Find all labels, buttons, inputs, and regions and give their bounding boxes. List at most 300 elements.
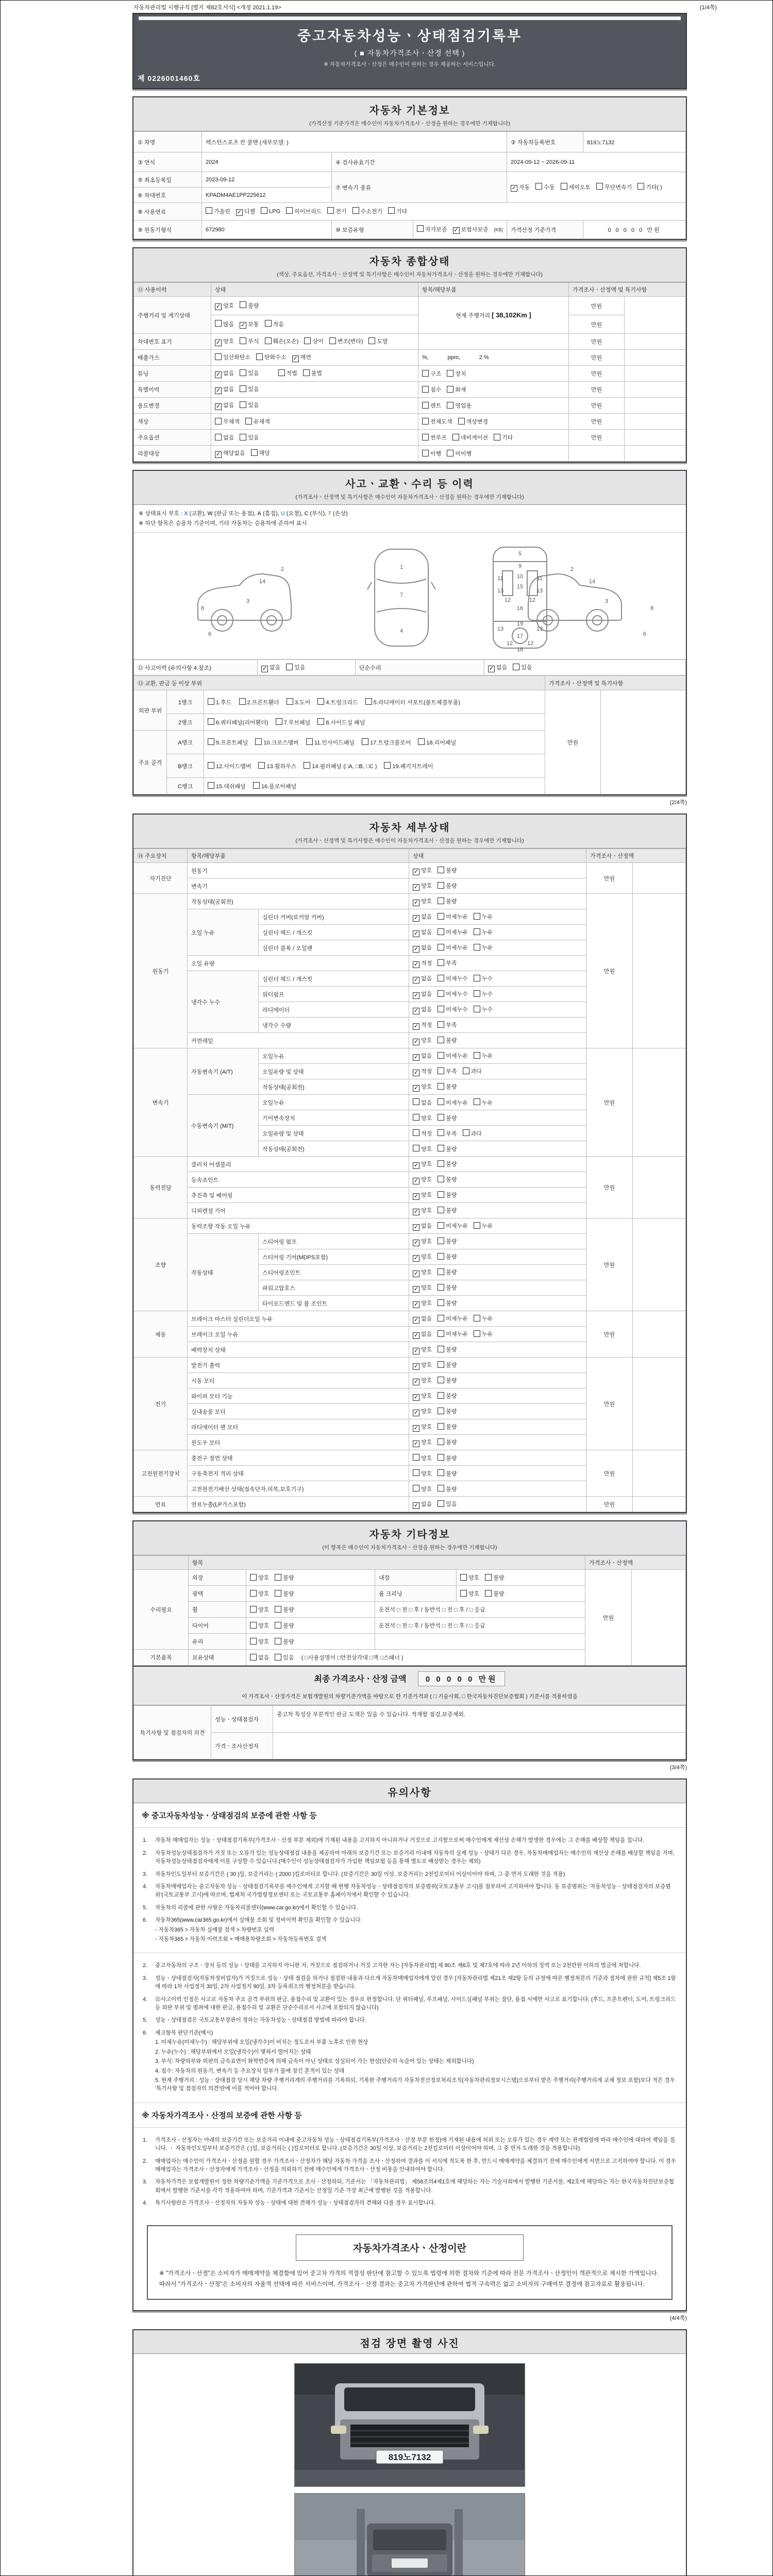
- notice-item-number: 2.: [143, 1850, 147, 1856]
- checkbox-option[interactable]: 기타( ): [637, 183, 662, 191]
- remark-cell: [625, 297, 686, 334]
- checkbox-option[interactable]: 세미오토: [561, 183, 591, 191]
- checkbox-option[interactable]: 불량: [485, 1573, 504, 1582]
- checkbox-option[interactable]: 불량: [240, 301, 259, 310]
- row-label: 튜닝: [134, 366, 211, 382]
- remark-cell: [632, 1570, 686, 1666]
- notice-item: [143, 2029, 677, 2093]
- notice-item-number: 4.: [143, 2200, 147, 2207]
- checkbox-icon: ✓: [413, 1378, 419, 1385]
- checkbox-option[interactable]: 19.패키지트레이: [384, 762, 433, 770]
- price-cell: 만원: [585, 1570, 632, 1666]
- checkbox-option[interactable]: 부족: [438, 1129, 457, 1138]
- checkbox-option[interactable]: 불량: [438, 1422, 457, 1431]
- notice-sub-item: 2. 누유(누수) : 해당부위에서 오일(냉각수)이 맺혀서 떨어지는 상태: [155, 2048, 311, 2055]
- checkbox-icon: [413, 1469, 419, 1476]
- checkbox-option[interactable]: 누수: [474, 974, 493, 982]
- panel-group-label: 주요 골격: [134, 731, 167, 794]
- checkbox-option[interactable]: 1.후드: [208, 698, 231, 706]
- checkbox-option[interactable]: 네비게이션: [452, 433, 488, 442]
- item-label: 작동상태: [188, 1234, 259, 1311]
- checkbox-option[interactable]: ✓ 보험사보증: [453, 226, 489, 234]
- section-etc-subtitle: (이 항목은 매수인이 자동차가격조사ㆍ산정을 원하는 경우에만 기재합니다): [322, 1545, 497, 1551]
- checkbox-icon: [438, 959, 444, 966]
- checkbox-option[interactable]: 자가보증: [417, 225, 447, 233]
- notice-item: [143, 1904, 677, 1912]
- checkbox-option[interactable]: 9.프론트패널: [208, 738, 248, 747]
- checkbox-option[interactable]: 11.인사이드패널: [306, 738, 355, 747]
- section-etc-info: [132, 1520, 687, 1760]
- checkbox-option[interactable]: 미세누유: [438, 1222, 468, 1230]
- checkbox-option[interactable]: 미세누수: [438, 1005, 468, 1013]
- state-options: [409, 1296, 586, 1311]
- checkbox-option[interactable]: ✓ 양호: [413, 1192, 432, 1199]
- notice-item-number: 5.: [143, 1904, 147, 1911]
- checkbox-option[interactable]: 이행: [422, 449, 441, 457]
- checkbox-option[interactable]: 불량: [438, 1345, 457, 1353]
- checkbox-option[interactable]: 부식: [240, 337, 259, 345]
- state-options: [409, 1018, 586, 1033]
- checkbox-option[interactable]: 양호: [413, 1114, 432, 1122]
- checkbox-option[interactable]: 있음: [438, 1500, 457, 1508]
- checkbox-option[interactable]: 불량: [438, 1206, 457, 1214]
- checkbox-icon: [413, 1485, 419, 1492]
- checkbox-option[interactable]: 많음: [215, 320, 234, 328]
- checkbox-option[interactable]: ✓ 양호: [413, 1161, 432, 1168]
- field-label: ⑩ 보증유형: [332, 221, 413, 239]
- checkbox-icon: [362, 738, 368, 745]
- checkbox-option[interactable]: 누유: [474, 1330, 493, 1338]
- checkbox-option[interactable]: 누유: [474, 943, 493, 952]
- checkbox-icon: [250, 1606, 257, 1613]
- checkbox-option[interactable]: 10.크로스멤버: [255, 738, 298, 747]
- checkbox-option[interactable]: 있음: [240, 369, 259, 377]
- checkbox-option[interactable]: LPG: [261, 207, 280, 215]
- section-accident-subtitle: (가격조사ㆍ산정액 및 특기사항은 매수인이 자동차가격조사ㆍ산정을 원하는 경우에만 기재합니다): [295, 494, 524, 500]
- checkbox-option[interactable]: 양호: [250, 1589, 269, 1598]
- checkbox-option[interactable]: ✓ 양호: [215, 302, 234, 310]
- checkbox-option[interactable]: ✓ 양호: [413, 1285, 432, 1292]
- checkbox-option[interactable]: 수동: [535, 183, 554, 191]
- checkbox-option[interactable]: ✓ 양호: [413, 1393, 432, 1400]
- checkbox-option[interactable]: 미세누유: [438, 1314, 468, 1323]
- checkbox-option[interactable]: 가솔린: [206, 207, 230, 215]
- checkbox-option[interactable]: ✓ 적정: [413, 1022, 432, 1029]
- price-cell: 만원: [586, 894, 633, 1048]
- checkbox-option[interactable]: 불량: [485, 1589, 504, 1598]
- checkbox-icon: ✓: [413, 1208, 419, 1215]
- checkbox-option[interactable]: 6.쿼터패널(리어휀더): [208, 718, 268, 726]
- checkbox-option[interactable]: ✓ 양호: [413, 1269, 432, 1277]
- form-reference: 자동차관리법 시행규칙 [별지 제82호서식] <개정 2021.1.19>: [133, 5, 281, 11]
- checkbox-option[interactable]: ✓ 적정: [413, 1069, 432, 1076]
- device-group-label: 조향: [134, 1218, 188, 1311]
- checkbox-option[interactable]: ✓ 양호: [413, 1084, 432, 1091]
- state-options: [409, 1435, 586, 1450]
- checkbox-option[interactable]: 불량: [438, 1036, 457, 1044]
- checkbox-option[interactable]: ✓ 양호: [413, 883, 432, 890]
- rank-panel-options: [204, 754, 545, 778]
- checkbox-option[interactable]: 불량: [438, 1469, 457, 1478]
- checkbox-icon: [438, 1299, 444, 1306]
- checkbox-icon: [463, 1067, 469, 1074]
- state-options: [409, 1110, 586, 1126]
- checkbox-option[interactable]: 상이: [304, 337, 323, 345]
- checkbox-option[interactable]: ✓ 없음: [215, 370, 234, 378]
- diagram-panel-number: 11: [536, 575, 543, 582]
- checkbox-option[interactable]: 변조(변타): [329, 337, 363, 345]
- checkbox-option[interactable]: ✓ 양호: [413, 1300, 432, 1308]
- checkbox-icon: [438, 1284, 444, 1291]
- checkbox-option[interactable]: ✓ 양호: [413, 868, 432, 875]
- checkbox-option[interactable]: ✓ 양호: [413, 1439, 432, 1447]
- checkbox-option[interactable]: 불량: [438, 1485, 457, 1493]
- checkbox-option[interactable]: 하이브리드: [286, 207, 322, 215]
- checkbox-option[interactable]: 불량: [438, 1114, 457, 1122]
- checkbox-option[interactable]: 양호: [250, 1573, 269, 1582]
- checkbox-option[interactable]: 불량: [438, 1191, 457, 1199]
- checkbox-option[interactable]: 불량: [438, 1145, 457, 1153]
- notice-item: [143, 1849, 677, 1866]
- checkbox-icon: [474, 928, 480, 935]
- checkbox-option[interactable]: ✓ 매연: [293, 354, 311, 362]
- section-detail-title: 자동차 세부상태: [369, 822, 450, 834]
- checkbox-option[interactable]: 16.플로어패널: [253, 782, 296, 790]
- checkbox-option[interactable]: ✓ 양호: [413, 1208, 432, 1215]
- checkbox-icon: [447, 386, 453, 393]
- state-options: [409, 1481, 586, 1497]
- checkbox-option[interactable]: ✓ 없음: [413, 1223, 432, 1230]
- checkbox-option[interactable]: 영업용: [447, 401, 472, 410]
- checkbox-option[interactable]: 탄화수소: [256, 353, 287, 361]
- remark-cell: [633, 1358, 686, 1450]
- checkbox-icon: ✓: [413, 976, 419, 983]
- checkbox-option[interactable]: ✓ 양호: [413, 899, 432, 906]
- checkbox-option[interactable]: 부족: [438, 959, 457, 967]
- checkbox-option[interactable]: 불량: [438, 1082, 457, 1091]
- checkbox-option[interactable]: 불량: [438, 1361, 457, 1369]
- checkbox-option[interactable]: ✓ 없음: [413, 1053, 432, 1060]
- checkbox-option[interactable]: ✓ 양호: [413, 1424, 432, 1431]
- checkbox-option[interactable]: 15.대쉬패널: [208, 782, 246, 790]
- item-label: 시동 모터: [188, 1373, 409, 1388]
- checkbox-option[interactable]: 3.도어: [287, 698, 310, 706]
- checkbox-option[interactable]: 불량: [438, 897, 457, 905]
- checkbox-option[interactable]: ✓ 양호: [413, 1239, 432, 1246]
- notice-item-text: 성능ㆍ상태점검은 국토교통부장관이 정하는 자동차성능ㆍ상태점검 방법에 따라야 합니다.: [155, 2017, 366, 2024]
- notice-item-text: 중고자동차의 구조ㆍ장치 등의 성능ㆍ상태를 고지하지 아니한 자, 거짓으로 점검하거나 거짓 고지한 자는 [자동차관리법] 제 80조 제6호 및 제7호에 따라 2년 이하의 징역 또는 2천만원 이하의 벌금에 처합니다.: [155, 1962, 641, 1969]
- checkbox-option[interactable]: 미세누유: [438, 912, 468, 921]
- checkbox-option[interactable]: 미세누수: [438, 990, 468, 998]
- checkbox-option[interactable]: 양호: [413, 1485, 432, 1493]
- checkbox-option[interactable]: 4.트렁크리드: [317, 698, 358, 706]
- checkbox-option[interactable]: 적정: [413, 1129, 432, 1138]
- state-options: [457, 1570, 585, 1586]
- checkbox-option[interactable]: ✓ 양호: [413, 1347, 432, 1354]
- checkbox-icon: [329, 337, 336, 344]
- checkbox-option[interactable]: 있음: [275, 1653, 294, 1662]
- sub-item-label: 오일누유: [259, 1048, 409, 1064]
- item-label: 타이어: [189, 1618, 246, 1634]
- checkbox-option[interactable]: 수소전기: [352, 207, 383, 215]
- checkbox-option[interactable]: 18.리어패널: [418, 738, 456, 747]
- checkbox-option[interactable]: ✓ 양호: [215, 338, 234, 346]
- notice-sub-item: 3. 부식: 차량하부와 외판의 금속표면이 화학반응에 의해 금속이 아닌 상태로 상실되어 가는 현상(단순히 녹슬어 있는 상태는 제외합니다): [155, 2058, 474, 2065]
- checkbox-option[interactable]: 8.사이드실 패널: [317, 718, 365, 726]
- checkbox-option[interactable]: ✓ 없음: [215, 386, 234, 394]
- checkbox-option[interactable]: 불량: [275, 1573, 294, 1582]
- price-cell: 만원: [586, 1157, 633, 1218]
- checkbox-icon: [208, 782, 214, 789]
- checkbox-option[interactable]: 7.루브패널: [276, 718, 311, 726]
- checkbox-option[interactable]: ✓ 없음: [413, 991, 432, 998]
- notice-item-number: 6.: [143, 1917, 147, 1924]
- section-photos-header: [133, 2330, 686, 2354]
- checkbox-option[interactable]: 불량: [275, 1637, 294, 1646]
- item-label: 브레이크 마스터 실린더오일 누유: [188, 1311, 409, 1327]
- checkbox-option[interactable]: 해당: [251, 449, 270, 457]
- checkbox-option[interactable]: ✓ 양호: [413, 1409, 432, 1416]
- checkbox-option[interactable]: 전기: [327, 207, 346, 215]
- checkbox-icon: ✓: [413, 992, 419, 998]
- checkbox-option[interactable]: 미세누유: [438, 1098, 468, 1107]
- checkbox-option[interactable]: 있음: [513, 663, 532, 671]
- checkbox-option[interactable]: 누수: [474, 1005, 493, 1013]
- checkbox-option[interactable]: ✓ 보통: [241, 321, 259, 329]
- checkbox-option[interactable]: ✓ 없음: [413, 976, 432, 983]
- state-options: [409, 894, 586, 909]
- checkbox-option[interactable]: 무단변속기: [596, 183, 632, 191]
- legend-desc: (판금 또는 용접),: [212, 511, 258, 517]
- checkbox-option[interactable]: 불량: [438, 1175, 457, 1183]
- checkbox-option[interactable]: 불량: [438, 882, 457, 890]
- checkbox-option[interactable]: 불량: [438, 866, 457, 874]
- item-label: 실내송풍 모터: [188, 1404, 409, 1419]
- checkbox-option[interactable]: 양호: [460, 1589, 479, 1598]
- checkbox-option[interactable]: ✓ 양호: [413, 1038, 432, 1045]
- checkbox-option[interactable]: 미세누유: [438, 1330, 468, 1338]
- checkbox-option[interactable]: 적법: [278, 369, 297, 377]
- column-header: 가격조사ㆍ산정액: [586, 849, 686, 863]
- remark-cell: [633, 1311, 686, 1358]
- state-options: [409, 1188, 586, 1203]
- diagram-panel-number: 12: [527, 640, 534, 647]
- section-overall-title: 자동차 종합상태: [369, 256, 450, 267]
- checkbox-option[interactable]: 불량: [275, 1589, 294, 1598]
- checkbox-icon: ✓: [413, 899, 419, 906]
- checkbox-option[interactable]: 적음: [265, 320, 284, 328]
- remark-cell: [633, 1450, 686, 1497]
- checkbox-option[interactable]: 불량: [438, 1268, 457, 1276]
- checkbox-option[interactable]: 썬루프: [422, 433, 447, 442]
- column-header: 가격조사ㆍ산정액: [585, 1556, 686, 1570]
- checkbox-option[interactable]: 누유: [474, 1222, 493, 1230]
- section-photos: [132, 2329, 687, 2576]
- checkbox-option[interactable]: 부족: [438, 1067, 457, 1075]
- checkbox-option[interactable]: 없음: [413, 1098, 432, 1107]
- state-code-legend: [133, 505, 686, 533]
- legend-code: T: [328, 511, 331, 517]
- checkbox-option[interactable]: 양호: [413, 1469, 432, 1478]
- checkbox-option[interactable]: 17.트렁크플로어: [362, 738, 411, 747]
- price-cell: 만원: [586, 1497, 633, 1512]
- state-options: [409, 1234, 586, 1249]
- checkbox-option[interactable]: 기타: [494, 433, 513, 442]
- checkbox-option[interactable]: ✓ 자동: [511, 184, 530, 192]
- checkbox-option[interactable]: 불량: [438, 1237, 457, 1245]
- checkbox-option[interactable]: 양호: [413, 1454, 432, 1462]
- checkbox-option[interactable]: 불량: [438, 1392, 457, 1400]
- checkbox-option[interactable]: 일산화탄소: [215, 353, 250, 361]
- checkbox-option[interactable]: ✓ 없음: [413, 914, 432, 921]
- checkbox-option[interactable]: 불량: [438, 1160, 457, 1168]
- checkbox-option[interactable]: 미세누유: [438, 943, 468, 952]
- checkbox-icon: [438, 1129, 444, 1136]
- checkbox-option[interactable]: ✓ 없음: [413, 1501, 432, 1509]
- part-options: [418, 414, 569, 430]
- checkbox-option[interactable]: 없음: [250, 1653, 269, 1662]
- checkbox-option[interactable]: ✓ 해당없음: [215, 450, 245, 457]
- checkbox-option[interactable]: 훼손(오손): [265, 337, 299, 345]
- checkbox-option[interactable]: ✓ 적정: [413, 960, 432, 968]
- checkbox-option[interactable]: ✓ 없음: [413, 1007, 432, 1014]
- remark-cell: [633, 1218, 686, 1311]
- checkbox-option[interactable]: 누수: [474, 990, 493, 998]
- item-label: 라디에이터 팬 모터: [188, 1419, 409, 1435]
- notice-list-2: [133, 1953, 686, 2103]
- checkbox-option[interactable]: ✓ 양호: [413, 1378, 432, 1385]
- checkbox-option[interactable]: ✓ 없음: [413, 929, 432, 937]
- remark-cell: [633, 1048, 686, 1157]
- checkbox-option[interactable]: 양호: [413, 1145, 432, 1153]
- checkbox-option[interactable]: 있음: [240, 401, 259, 409]
- checkbox-option[interactable]: 있음: [240, 433, 259, 442]
- checkbox-option[interactable]: 누유: [474, 1314, 493, 1323]
- checkbox-option[interactable]: 기타: [388, 207, 407, 215]
- checkbox-option[interactable]: 색상변경: [458, 417, 489, 426]
- checkbox-option[interactable]: 과다: [463, 1067, 482, 1075]
- checkbox-option[interactable]: 불량: [275, 1605, 294, 1614]
- checkbox-option[interactable]: ✓ 없음: [413, 1316, 432, 1323]
- state-options: [211, 398, 418, 414]
- checkbox-option[interactable]: 불량: [438, 1299, 457, 1307]
- checkbox-icon: [438, 1408, 444, 1414]
- checkbox-option[interactable]: ✓ 양호: [413, 1362, 432, 1369]
- model-year-value: 2024: [202, 152, 332, 172]
- checkbox-icon: [215, 320, 222, 327]
- checkbox-option[interactable]: 누유: [474, 912, 493, 921]
- checkbox-option[interactable]: ✓ 없음: [413, 945, 432, 952]
- checkbox-option[interactable]: 2.프론트휀더: [239, 698, 279, 706]
- checkbox-option[interactable]: 없음: [215, 433, 234, 442]
- item-label: 발전기 출력: [188, 1358, 409, 1373]
- checkbox-option[interactable]: 누유: [474, 1098, 493, 1107]
- checkbox-option[interactable]: ✓ 없음: [262, 665, 281, 672]
- checkbox-option[interactable]: 유채색: [245, 417, 270, 426]
- checkbox-icon: ✓: [215, 339, 221, 346]
- row-label: 주요옵션: [134, 430, 211, 446]
- checkbox-option[interactable]: 불량: [438, 1252, 457, 1261]
- section-accident-history: [132, 470, 687, 795]
- part-options: [418, 382, 569, 398]
- column-header: ⑬ 교환, 판금 등 이상 부위: [134, 676, 545, 690]
- checkbox-option[interactable]: 장치: [447, 369, 466, 378]
- remark-cell: [633, 863, 686, 894]
- sub-item-label: 라디에이터: [259, 1002, 409, 1018]
- checkbox-icon: [474, 1330, 480, 1337]
- checkbox-option[interactable]: 미세누수: [438, 974, 468, 982]
- checkbox-option[interactable]: 미세누유: [438, 1052, 468, 1060]
- checkbox-option[interactable]: 14.필러패널 (□A, □B, □C ): [304, 762, 377, 770]
- checkbox-icon: [256, 353, 263, 360]
- checkbox-icon: [245, 418, 252, 425]
- checkbox-option[interactable]: 12.사이드멤버: [208, 762, 251, 770]
- checkbox-option[interactable]: 양호: [460, 1573, 479, 1582]
- checkbox-option[interactable]: 누유: [474, 1052, 493, 1060]
- state-options: [409, 1419, 586, 1435]
- checkbox-option[interactable]: ✓ 양호: [413, 1254, 432, 1261]
- checkbox-option[interactable]: 전체도색: [422, 417, 452, 426]
- checkbox-option[interactable]: 무채색: [215, 417, 240, 426]
- checkbox-option[interactable]: 침수: [422, 385, 441, 394]
- checkbox-option[interactable]: ✓ 없음: [489, 665, 508, 672]
- sub-item-label: 실린더 헤드 / 개스킷: [259, 925, 409, 940]
- checkbox-icon: [422, 370, 429, 377]
- checkbox-option[interactable]: 불량: [438, 1376, 457, 1384]
- checkbox-option[interactable]: 불법: [303, 369, 322, 377]
- checkbox-option[interactable]: ✓ 없음: [413, 1331, 432, 1338]
- section-basic-subtitle: (가격산정 기준가격은 매수인이 자동차가격조사ㆍ산정을 원하는 경우에만 기재합니다): [309, 121, 510, 127]
- checkbox-option[interactable]: 양호: [250, 1605, 269, 1614]
- panel-rank-table: [133, 675, 686, 794]
- checkbox-option[interactable]: 도말: [368, 337, 388, 345]
- checkbox-option[interactable]: 렌트: [422, 401, 441, 410]
- checkbox-option[interactable]: 미이행: [447, 449, 472, 457]
- checkbox-option[interactable]: 과다: [463, 1129, 482, 1138]
- car-name-value: 렉스턴스포츠 칸 쿨멘 (세부모델: ): [202, 132, 507, 152]
- checkbox-option[interactable]: 13.휠하우스: [258, 762, 296, 770]
- checkbox-option[interactable]: 미세누유: [438, 928, 468, 936]
- checkbox-icon: ✓: [413, 1084, 419, 1091]
- checkbox-option[interactable]: 구조: [422, 369, 441, 378]
- checkbox-option[interactable]: ✓ 양호: [413, 1177, 432, 1184]
- checkbox-option[interactable]: ✓ 디젤: [237, 208, 256, 216]
- checkbox-option[interactable]: 양호: [250, 1621, 269, 1630]
- checkbox-option[interactable]: 5.라디에이터 서포트(볼트체결부품): [365, 698, 460, 706]
- checkbox-option[interactable]: ✓ 없음: [215, 402, 234, 410]
- checkbox-option[interactable]: 불량: [438, 1438, 457, 1446]
- checkbox-option[interactable]: 있음: [240, 385, 259, 393]
- checkbox-option[interactable]: 부족: [438, 1021, 457, 1029]
- checkbox-icon: ✓: [489, 665, 494, 672]
- item-label: 추진축 및 베어링: [188, 1188, 409, 1203]
- checkbox-option[interactable]: 불량: [275, 1621, 294, 1630]
- legend-desc: (교환),: [188, 511, 208, 517]
- checkbox-icon: [275, 1574, 281, 1581]
- checkbox-option[interactable]: 불량: [438, 1407, 457, 1415]
- state-options: [457, 1586, 585, 1602]
- price-cell: 만원: [586, 863, 633, 894]
- checkbox-icon: [438, 1067, 444, 1074]
- price-survey-definition-box: [147, 2225, 673, 2300]
- price-cell: 만원: [569, 430, 625, 446]
- checkbox-option[interactable]: 누유: [474, 928, 493, 936]
- checkbox-option[interactable]: 불량: [438, 1454, 457, 1462]
- checkbox-option[interactable]: 양호: [250, 1637, 269, 1646]
- checkbox-option[interactable]: 있음: [286, 663, 305, 671]
- checkbox-option[interactable]: 화재: [447, 385, 466, 394]
- checkbox-option[interactable]: 불량: [438, 1283, 457, 1292]
